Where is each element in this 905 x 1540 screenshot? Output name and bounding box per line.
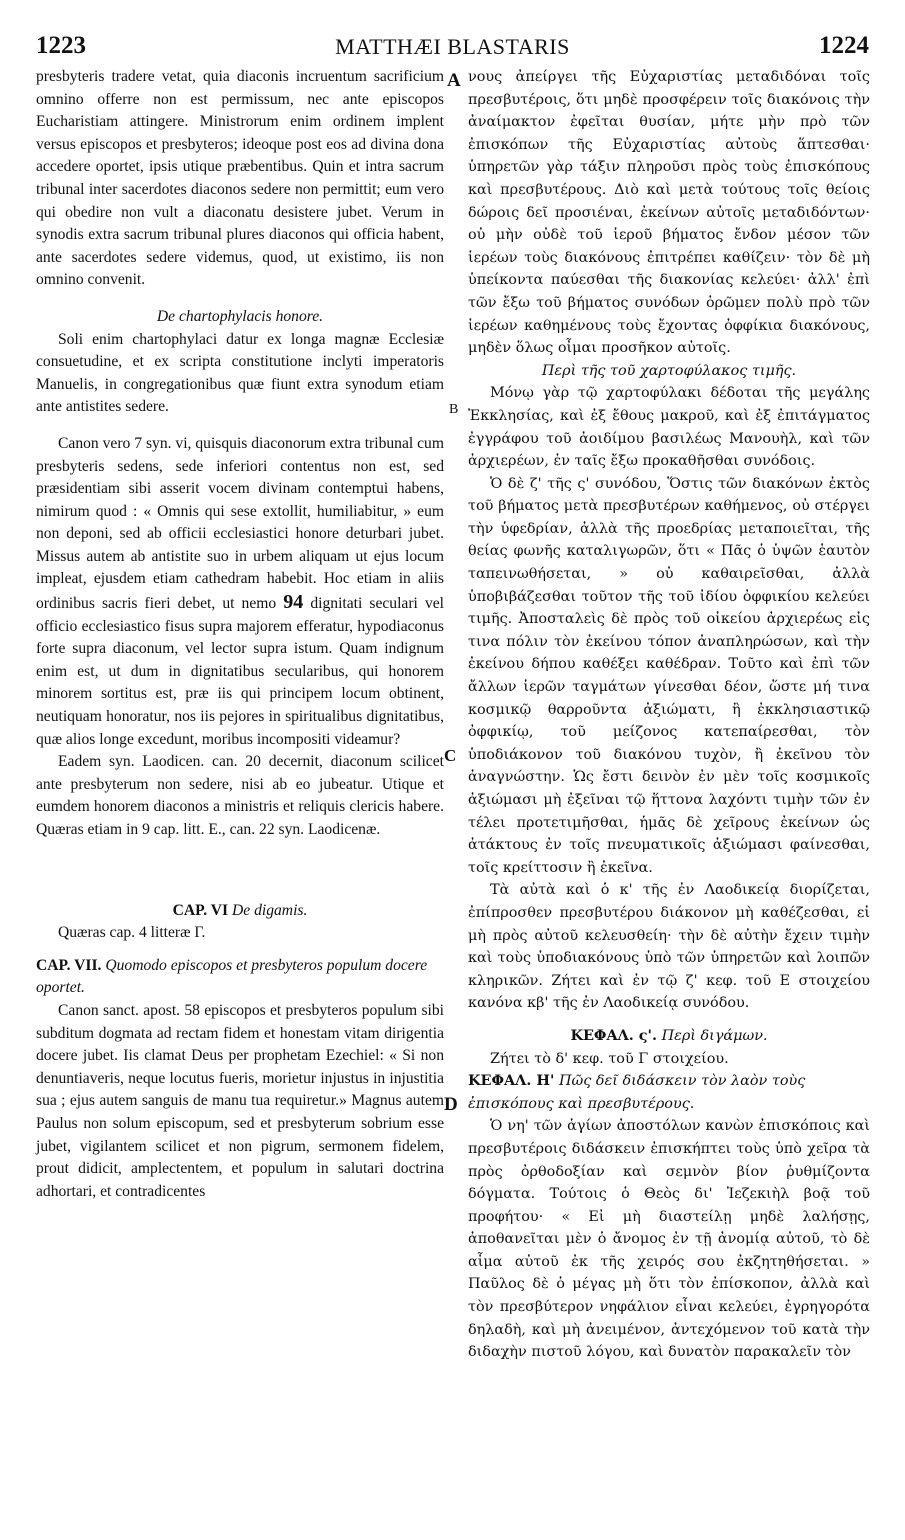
greek-paragraph-5: Ὁ νη' τῶν ἁγίων ἀποστόλων κανὼν ἐπισκόποις καὶ πρεσβυτέροις διδάσκειν ἐπισκήπτει τοὺς ὑπὸ χεῖρα τὰ πρὸς ὀρθοδοξίαν καὶ σεμνὸν βίον ῥυθμίζοντα δόγματα. Τούτοις ὁ Θεὸς δι' Ἰεζεκιὴλ βοᾷ τοῦ προφήτου· « Εἰ μὴ διαστείλῃ μηδὲ λαλήσῃς, ἀποθανεῖται μὲν ὁ ἄνομος ἐν τῇ ἀνομίᾳ αὐτοῦ, τὸ δὲ αἷμα αὐτοῦ ἐκ τῆς χειρός σου ἐκζητηθήσεται. » Παῦλος δὲ ὁ μέγας μὴ ὅτι τὸν ἐπίσκοπον, ἀλλὰ καὶ τὸν πρεσβύτερον νηφάλιον εἶναι κελεύει, ἐγρηγορότα δηλαδὴ, καὶ μὴ ἀνειμένον, ἀντεχόμενον τοῦ κατὰ τὴν διδαχὴν πιστοῦ λόγου, καὶ δυνατὸν παρακαλεῖν τὸν [468, 1118, 870, 1361]
latin-chapter-7 [36, 955, 444, 1000]
latin-chapter-6-title: De digamis. [232, 901, 308, 919]
latin-chapter-6-label: CAP. VI [172, 901, 229, 919]
greek-chapter-6-title: Περὶ διγάμων. [661, 1027, 768, 1044]
column-number: 94 [283, 591, 304, 614]
greek-paragraph-1: νους ἀπείργει τῆς Εὐχαριστίας μεταδιδόναι τοῖς πρεσβυτέροις, ὅτι μηδὲ προσφέρειν τοῖς διακόνοις τὴν ἀναίμακτον ἐφεῖται θυσίαν, μήτε μὴν πρὸ τῶν ἐπισκόπων τῆς Εὐχαριστίας αὐτοὺς ἅπτεσθαι· ὑπηρετῶν γὰρ τάξιν πληροῦσι πρὸς τοὺς ἐπισκόπους καὶ πρεσβυτέρους. Διὸ καὶ μετὰ τούτους τοῖς θείοις δώροις δεῖ προσιέναι, ἐκείνων αὐτοῖς μεταδιδόντων· οὐ μὴν οὐδὲ τοῦ ἱεροῦ βήματος ἔνδον μέσον τῶν ἱερέων τοὺς διακόνους ἐπιτρέπει καθίζειν· τὸν δὲ μὴ ὑπείκοντα παύεσθαι τῆς διακονίας κελεύει· ἀλλ' ἐπὶ τῶν ἔξω τοῦ βήματος συνόδων ὁρῶμεν πολὺ πρὸ τῶν ἱερέων καθημένους τοὺς ἔχοντας ὀφφίκια διακόνους, μηδὲν ὅλως οἶμαι προσῆκον αὐτοῖς. [468, 69, 870, 357]
greek-chapter-7-label: ΚΕΦΑΛ. Η' [468, 1072, 555, 1090]
greek-chapter-6 [468, 1025, 870, 1048]
latin-chapter-6-ref: Quæras cap. 4 litteræ Γ. [58, 924, 206, 942]
greek-paragraph-3: Ὁ δὲ ζ' τῆς ς' συνόδου, Ὅστις τῶν διακόνων ἐκτὸς τοῦ βήματος μετὰ πρεσβυτέρων καθήμενος, οὐ στέργει τὴν ὑφεδρίαν, ἀλλὰ τῆς προεδρίας μεταποιεῖται, τῆς θείας φωνῆς καταλιγωρῶν, ὅτι « Πᾶς ὁ ὑψῶν ἑαυτὸν ταπεινωθήσεται, » οὐ καθαιρεῖσθαι, ἀλλὰ ὑποβιβάζεσθαι τοῦτον τῆς τοῦ ἰδίου ὀφφικίου κελεύει τιμῆς. Ἀποσταλεὶς δὲ πρὸς τοῦ οἰκείου ἀρχιερέως εἰς τινα πόλιν τὸν ἐκείνου τόπον ἀναπληρώσων, καὶ τὴν ἐκείνου δήπου καθέξει καθέδραν. Τοῦτο καὶ ἐπὶ τῶν ἄλλων ἱερῶν ταγμάτων γίνεσθαι δέον, ὥστε μή τινα κοσμικῷ θαρροῦντα ἀξιώματι, ἢ ἐκκλησιαστικῷ ὀφφικίῳ, τοῦ μείζονος κατεπαίρεσθαι, τὸν ὑποδιάκονον τοῦ διακόνου τυχὸν, ἢ ἐκεῖνου τὸν ἀναγνώστην. Ὡς ἔστι δεινὸν ἐν μὲν τοῖς κοσμικοῖς ἀξιώμασι μὴ ἐξεῖναι τῷ ἥττονα λαχόντι τιμὴν τῶν ἐν τέλει προτετιμῆσθαι, ἡμᾶς δὲ χεῖρους ἐκείνων ὡς ἀτάκτους ἐν τοῖς πνευματικοῖς ἀξιώμασι φαίνεσθαι, τοῖς κρείττοσιν ἢ ἐκεῖνα. [468, 475, 870, 876]
greek-paragraph-4: Τὰ αὐτὰ καὶ ὁ κ' τῆς ἐν Λαοδικείᾳ διορίζεται, ἐπίπροσθεν πρεσβυτέρου διάκονον μὴ καθέζεσθαι, εἰ μὴ πρὸς αὐτοῦ κελευσθείη· τὴν δὲ αὐτὴν ἔχειν τιμὴν καὶ τοὺς ὑποδιακόνους ὑπὸ τῶν ὑπηρετῶν καὶ λοιπῶν κληρικῶν. Ζήτει καὶ ἐν τῷ ζ' κεφ. τοῦ Ε στοιχείου κανόνα κβ' τῆς ἐν Λαοδικείᾳ συνόδου. [468, 882, 870, 1012]
latin-chapter-7-label: CAP. VII. [36, 956, 102, 974]
latin-chapter-7-title: Quomodo episcopos et presbyteros populum docere oportet. [36, 956, 428, 997]
latin-paragraph-1: presbyteris tradere vetat, quia diaconis incruentum sacrificium omnino offerre non est permissum, nec ante episcopos Eucharistiam attingere. Ministrorum enim ordinem implent versus episcopos et presbyteros; ideoque post eos ad divina dona accedere oportet, ipsis utique præbentibus. Quin et intra sacrum tribunal inter sacerdotes diaconos sedere non permittit; eum vero qui obedire non vult a diaconatu desistere jubet. Verum in synodis extra sacrum tribunal plures diaconos qui officia habent, ante sacerdotes sedere videmus, quod, ut existimo, iis non omnino convenit. [36, 68, 444, 289]
latin-paragraph-3b: dignitati seculari vel officio ecclesiastico fisus supra majorem efferatur, hypodiaconus forte supra diaconum, vel lector supra istum. Quam indignum enim est, ut dum in dignitatibus secularibus, qui honorem minorem sortitus est, præ iis qui principem locum obtinent, neutiquam honoratur, nos iis pejores in spiritualibus dignitatibus, quæ alios longe excedunt, moribus incompositi videamur? [36, 595, 444, 748]
latin-paragraph-4: Eadem syn. Laodicen. can. 20 decernit, diaconum scilicet ante presbyterum non sedere, nisi ab eo jubeatur. Utique et eumdem honorem diaconos a ministris et reliquis clericis habere. Quæras etiam in 9 cap. litt. E., can. 22 syn. Laodicenæ. [36, 753, 444, 838]
latin-paragraph-5: Canon sanct. apost. 58 episcopos et presbyteros populum sibi subditum dogmata ad rectam fidem et honestam vitam dirigentia docere jubet. Iis clamat Deus per prophetam Ezechiel: « Si non denuntiaveris, neque locutus fueris, morietur injustus in injustitia sua ; ejus autem sanguis de manu tua requiretur.» Magnus autem Paulus non solum episcopum, sed et presbyterum sobrium esse jubet, vigilantem scilicet et non pigrum, sermonem fidelem, prout didicit, amplectentem, et populum in salutari doctrina adhortari, et contradicentes [36, 1001, 444, 1200]
greek-paragraph-2: Μόνῳ γὰρ τῷ χαρτοφύλακι δέδοται τῆς μεγάλης Ἐκκλησίας, καὶ ἐξ ἔθους μακροῦ, καὶ ἐξ ἐπιτάγματος ἐγγράφου τοῦ ἀοιδίμου βασιλέως Μανουὴλ, καὶ τῶν ἀρχιερέων, ἐν ταῖς ἔξω προκαθῆσθαι συνόδοις. [468, 385, 870, 470]
margin-letter-a: A [447, 70, 461, 91]
latin-heading-chartophylax: De chartophylacis honore. [156, 307, 324, 325]
latin-paragraph-3a: Canon vero 7 syn. vi, quisquis diaconorum extra tribunal cum presbyteris sedens, sede inferiori contentus non est, sed præsidentiam sibi asserit vocem divinam contemptui habens, nimirum quod : « Omnis qui sese extollit, humiliabitur, » eum non deponi, sed ab officii ecclesiastici honore deturbari jubet. Missus autem ab antistite suo in urbem aliquam ut ejus locum impleat, ejusdem etiam cathedram habebit. Hoc etiam in aliis ordinibus sacris fieri debet, ut nemo [36, 434, 444, 613]
page-number-left: 1223 [36, 32, 86, 59]
latin-chapter-6 [36, 900, 444, 923]
greek-chapter-6-ref: Ζήτει τὸ δ' κεφ. τοῦ Γ στοιχείου. [490, 1050, 729, 1067]
margin-letter-b: B [449, 402, 459, 417]
margin-letter-c: C [444, 746, 457, 765]
page-number-right: 1224 [819, 32, 869, 59]
greek-chapter-6-label: ΚΕΦΑΛ. ς'. [570, 1026, 657, 1044]
running-title: MATTHÆI BLASTARIS [335, 34, 570, 59]
greek-column [468, 66, 870, 1364]
latin-paragraph-3 [36, 433, 444, 751]
greek-heading-chartophylax: Περὶ τῆς τοῦ χαρτοφύλακος τιμῆς. [541, 362, 797, 379]
greek-chapter-7-title: Πῶς δεῖ διδάσκειν τὸν λαὸν τοὺς ἐπισκόπους καὶ πρεσβυτέρους. [468, 1073, 806, 1112]
page-header [36, 30, 869, 64]
margin-letter-d: D [444, 1094, 458, 1115]
greek-chapter-7 [468, 1070, 870, 1115]
latin-paragraph-2: Soli enim chartophylaci datur ex longa magnæ Ecclesiæ consuetudine, et ex scripta constitutione inclyti imperatoris Manuelis, in congregationibus quæ fiunt extra synodum etiam ante antistites sedere. [36, 330, 444, 416]
latin-column [36, 66, 444, 1203]
